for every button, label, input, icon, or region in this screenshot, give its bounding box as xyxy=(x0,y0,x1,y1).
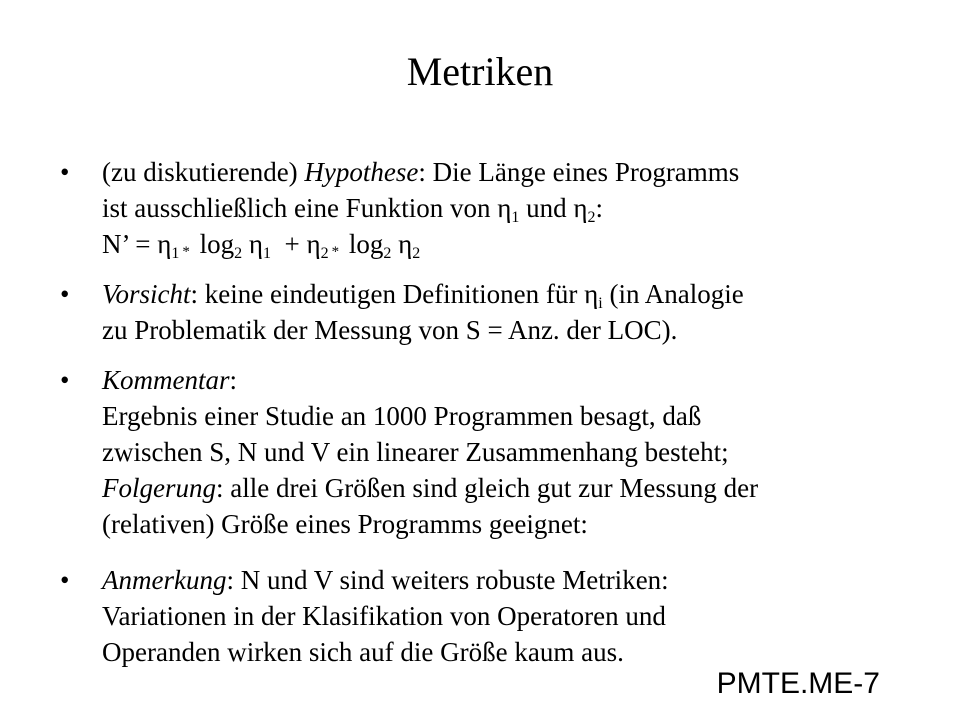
text-line: Folgerung: alle drei Größen sind gleich gut zur Messung der xyxy=(102,473,759,503)
eta-symbol: η xyxy=(584,279,599,309)
formula-line: N’ = $\eta_1 * \log_2 \eta_1 + \eta_2 * \log_2 \eta_2$ xyxy=(102,229,421,262)
text-line: ist ausschließlich eine Funktion von $\eta_1$ und $\eta_2$: xyxy=(102,193,603,226)
text-line: Operanden wirken sich auf die Größe kaum aus. xyxy=(102,637,624,667)
text-line: Variationen in der Klasifikation von Operatoren und xyxy=(102,601,666,631)
keyword-folgerung: Folgerung xyxy=(102,473,216,503)
bullet-text xyxy=(102,276,932,348)
text-line: (zu diskutierende) Hypothese: Die Länge eines Programms xyxy=(102,157,740,187)
bullet-dot: • xyxy=(60,279,70,309)
eta-symbol: η xyxy=(497,193,512,223)
slide-footer: PMTE.ME-7 xyxy=(716,667,880,700)
slide-title: Metriken xyxy=(406,49,554,94)
text-line: zu Problematik der Messung von S = Anz. der LOC). xyxy=(102,315,678,345)
text-line: Vorsicht: keine eindeutigen Definitionen für $\eta_i$ (in Analogie xyxy=(102,279,744,312)
keyword-anmerkung: Anmerkung xyxy=(102,565,227,595)
bullet-dot: • xyxy=(60,157,70,187)
bullet-dot: • xyxy=(60,365,70,395)
text-line: (relativen) Größe eines Programms geeignet: xyxy=(102,509,588,539)
bullet-text xyxy=(102,154,932,262)
text-line: Kommentar: xyxy=(102,365,238,395)
text-line: zwischen S, N und V ein linearer Zusammenhang besteht; xyxy=(102,437,729,467)
bullet-anmerkung xyxy=(60,562,910,670)
bullet-hypothese xyxy=(60,154,910,262)
eta-symbol: η xyxy=(573,193,588,223)
bullet-text xyxy=(102,562,932,670)
keyword-hypothese: Hypothese xyxy=(304,157,419,187)
bullet-kommentar xyxy=(60,362,910,542)
bullet-dot: • xyxy=(60,565,70,595)
bullet-vorsicht xyxy=(60,276,910,348)
keyword-kommentar: Kommentar xyxy=(102,365,230,395)
bullet-text xyxy=(102,362,932,542)
keyword-vorsicht: Vorsicht xyxy=(102,279,191,309)
text-line: Ergebnis einer Studie an 1000 Programmen besagt, daß xyxy=(102,401,702,431)
text-line: Anmerkung: N und V sind weiters robuste Metriken: xyxy=(102,565,669,595)
